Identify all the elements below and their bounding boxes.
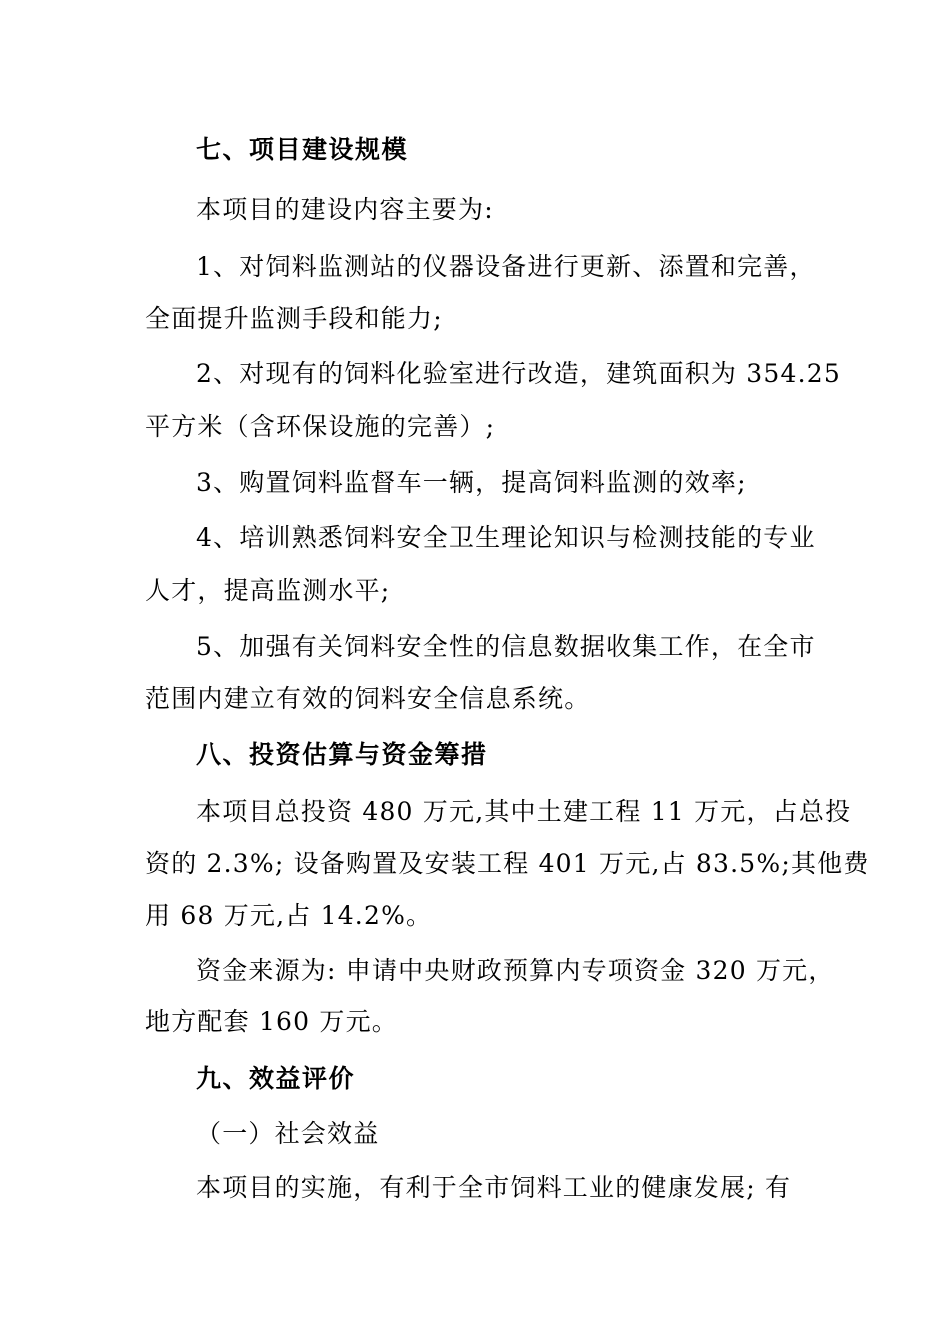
section-7-intro: 本项目的建设内容主要为:: [196, 195, 494, 224]
investment-line-2: 资的 2.3%; 设备购置及安装工程 401 万元,占 83.5%;其他费: [145, 849, 870, 878]
section-8-heading: 八、投资估算与资金筹措: [196, 740, 488, 769]
section-9-heading: 九、效益评价: [196, 1064, 356, 1093]
item-5-line-2: 范围内建立有效的饲料安全信息系统。: [145, 684, 591, 713]
investment-line-3: 用 68 万元,占 14.2%。: [145, 901, 433, 930]
item-5-line-1: 5、加强有关饲料安全性的信息数据收集工作，在全市: [196, 632, 816, 661]
item-3-line-1: 3、购置饲料监督车一辆，提高饲料监测的效率;: [196, 468, 747, 497]
item-1-line-2: 全面提升监测手段和能力;: [145, 304, 443, 333]
item-4-line-1: 4、培训熟悉饲料安全卫生理论知识与检测技能的专业: [196, 523, 816, 552]
social-benefit-subheading: （一）社会效益: [196, 1119, 380, 1148]
section-7-heading: 七、项目建设规模: [196, 135, 409, 164]
item-2-line-2: 平方米（含环保设施的完善）;: [145, 412, 496, 441]
social-benefit-para-line-1: 本项目的实施，有利于全市饲料工业的健康发展; 有: [196, 1173, 792, 1202]
item-4-line-2: 人才，提高监测水平;: [145, 576, 391, 605]
investment-line-1: 本项目总投资 480 万元,其中土建工程 11 万元，占总投: [196, 797, 852, 826]
funding-line-2: 地方配套 160 万元。: [145, 1007, 399, 1036]
item-2-line-1: 2、对现有的饲料化验室进行改造，建筑面积为 354.25: [196, 359, 841, 388]
item-1-line-1: 1、对饲料监测站的仪器设备进行更新、添置和完善，: [196, 252, 816, 281]
funding-line-1: 资金来源为: 申请中央财政预算内专项资金 320 万元，: [196, 956, 835, 985]
